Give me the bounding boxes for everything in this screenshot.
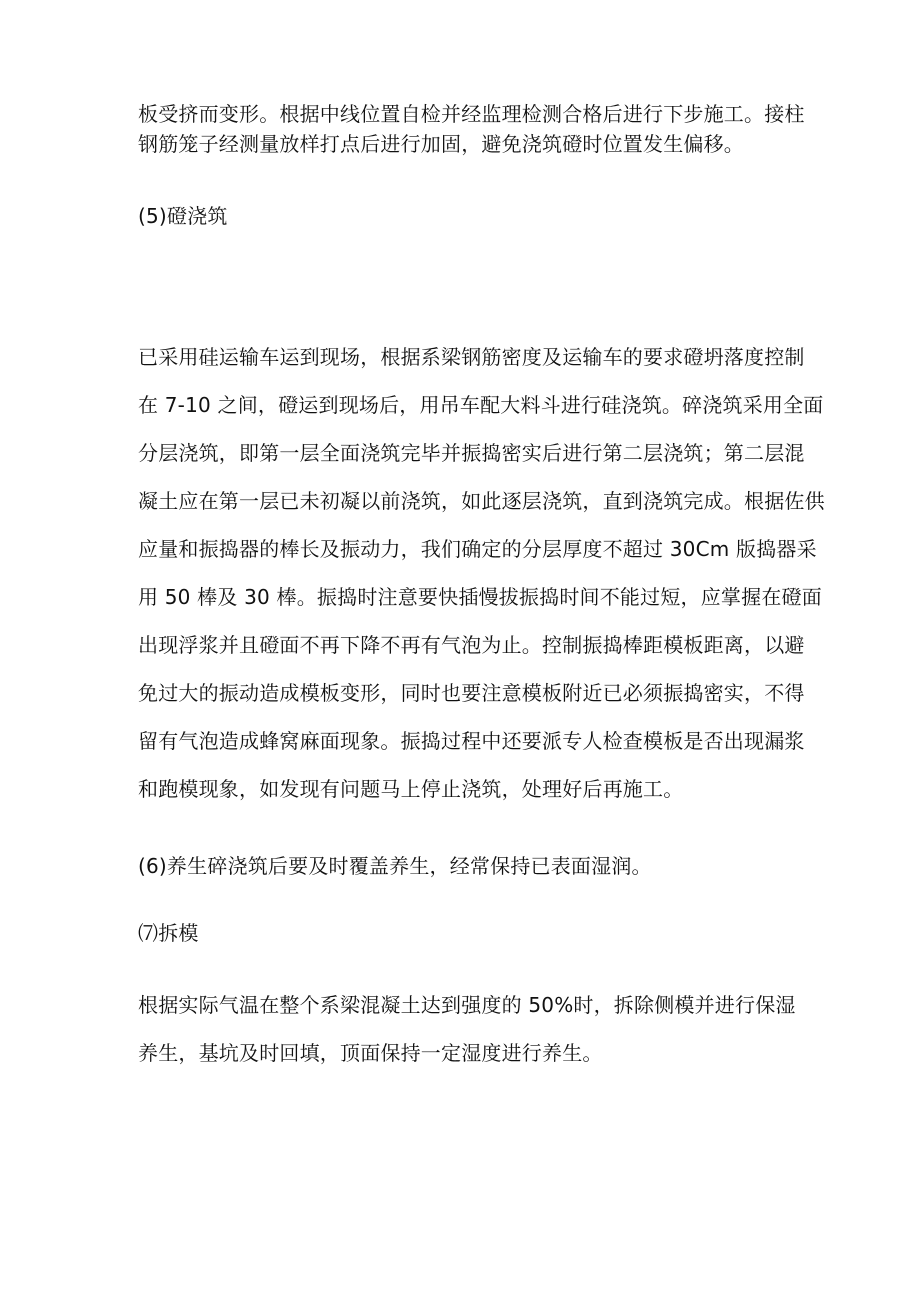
paragraph-line: 和跑模现象，如发现有问题马上停止浇筑，处理好后再施工。 bbox=[138, 777, 684, 801]
paragraph-line: 凝土应在第一层已未初凝以前浇筑，如此逐层浇筑，直到浇筑完成。根据佐供 bbox=[138, 489, 825, 513]
paragraph-line: 留有气泡造成蜂窝麻面现象。振捣过程中还要派专人检查模板是否出现漏浆 bbox=[138, 729, 805, 753]
paragraph-line: 板受挤而变形。根据中线位置自检并经监理检测合格后进行下步施工。接柱 bbox=[138, 102, 805, 126]
paragraph-line: 用 50 棒及 30 棒。振捣时注意要快插慢拔振捣时间不能过短，应掌握在磴面 bbox=[138, 585, 822, 609]
paragraph-line: 根据实际气温在整个系梁混凝土达到强度的 50%时，拆除侧模并进行保湿 bbox=[138, 993, 796, 1017]
paragraph-line: 在 7-10 之间，磴运到现场后，用吊车配大料斗进行硅浇筑。碎浇筑采用全面 bbox=[138, 393, 824, 417]
section-heading: ⑺拆模 bbox=[138, 921, 199, 945]
paragraph-line: 分层浇筑，即第一层全面浇筑完毕并振捣密实后进行第二层浇筑；第二层混 bbox=[138, 441, 805, 465]
paragraph-line: 养生，基坑及时回填，顶面保持一定湿度进行养生。 bbox=[138, 1041, 603, 1065]
paragraph-line: 钢筋笼子经测量放样打点后进行加固，避免浇筑磴时位置发生偏移。 bbox=[138, 132, 744, 156]
paragraph-line: (6)养生碎浇筑后要及时覆盖养生，经常保持已表面湿润。 bbox=[138, 854, 652, 878]
section-heading: (5)磴浇筑 bbox=[138, 204, 228, 228]
paragraph-line: 已采用硅运输车运到现场，根据系梁钢筋密度及运输车的要求磴坍落度控制 bbox=[138, 345, 805, 369]
paragraph-line: 免过大的振动造成模板变形，同时也要注意模板附近已必须振捣密实，不得 bbox=[138, 681, 805, 705]
paragraph-line: 出现浮浆并且磴面不再下降不再有气泡为止。控制振捣棒距模板距离，以避 bbox=[138, 633, 805, 657]
paragraph-line: 应量和振捣器的棒长及振动力，我们确定的分层厚度不超过 30Cm 版捣器采 bbox=[138, 537, 817, 561]
